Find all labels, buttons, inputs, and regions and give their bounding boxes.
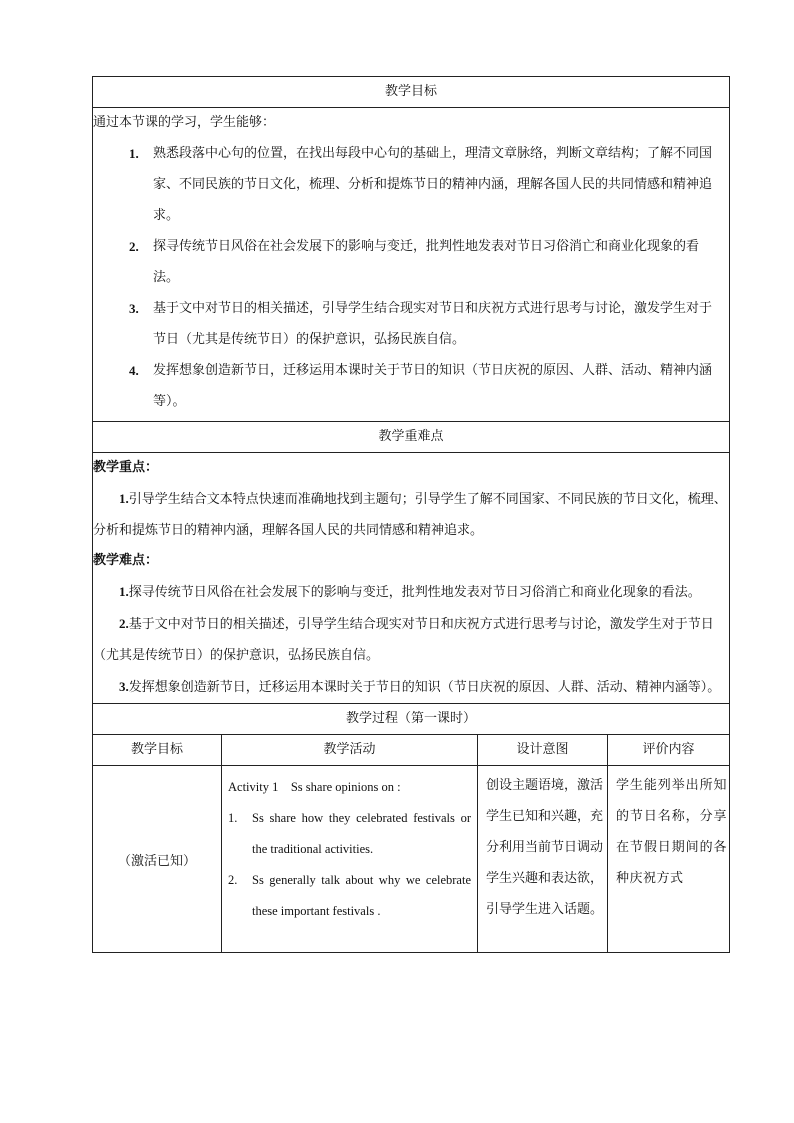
objective-text: 熟悉段落中心句的位置，在找出每段中心句的基础上，理清文章脉络，判断文章结构；了解不同国家、不同民族的节日文化，梳理、分析和提炼节日的精神内涵，理解各国人民的共同情感和精神追求。	[153, 146, 713, 223]
activity-item-text: Ss generally talk about why we celebrate these important festivals .	[252, 873, 471, 918]
objective-number: 2.	[129, 239, 139, 254]
column-header-activity: 教学活动	[222, 735, 478, 766]
column-header-evaluation: 评价内容	[608, 735, 730, 766]
difficult-point-item	[93, 608, 729, 671]
key-point-text: 引导学生结合文本特点快速而准确地找到主题句；引导学生了解不同国家、不同民族的节日文化，梳理、分析和提炼节日的精神内涵，理解各国人民的共同情感和精神追求。	[93, 492, 727, 538]
key-difficult-section	[93, 453, 730, 704]
activity-item-number: 2.	[228, 873, 238, 887]
difficult-point-number: 3.	[119, 679, 129, 694]
table-row	[93, 766, 730, 953]
objective-item	[93, 355, 723, 417]
objective-number: 1.	[129, 146, 139, 161]
key-point-item	[93, 483, 729, 546]
key-points-label: 教学重点：	[93, 460, 159, 475]
difficult-point-item	[93, 576, 729, 608]
activity-item-text: Ss share how they celebrated festivals or the traditional activities.	[252, 811, 471, 856]
objective-item	[93, 231, 723, 293]
key-point-number: 1.	[119, 491, 129, 506]
objective-text: 探寻传统节日风俗在社会发展下的影响与变迁，批判性地发表对节日习俗消亡和商业化现象的看法。	[153, 239, 700, 285]
objectives-header: 教学目标	[93, 77, 730, 108]
difficult-point-number: 1.	[119, 584, 129, 599]
activity-item	[228, 803, 471, 865]
row-goal-cell: （激活已知）	[93, 766, 222, 953]
objective-item	[93, 138, 723, 231]
objectives-intro: 通过本节课的学习，学生能够：	[93, 115, 276, 130]
lesson-plan-sheet	[92, 76, 729, 953]
difficult-point-number: 2.	[119, 616, 129, 631]
difficult-point-text: 基于文中对节日的相关描述，引导学生结合现实对节日和庆祝方式进行思考与讨论，激发学生对于节日（尤其是传统节日）的保护意识，弘扬民族自信。	[93, 617, 714, 663]
objective-text: 发挥想象创造新节日，迁移运用本课时关于节日的知识（节日庆祝的原因、人群、活动、精神内涵等）。	[153, 363, 713, 409]
objective-number: 3.	[129, 301, 139, 316]
row-evaluation-cell	[608, 766, 730, 953]
key-difficult-header: 教学重难点	[93, 422, 730, 453]
lesson-plan-table	[92, 76, 730, 953]
objective-item	[93, 293, 723, 355]
evaluation-text: 学生能列举出所知的节日名称，分享在节假日期间的各种庆祝方式	[616, 778, 728, 886]
activity-item-number: 1.	[228, 811, 238, 825]
objectives-list	[93, 138, 729, 421]
activity-title: Activity 1 Ss share opinions on :	[228, 780, 401, 794]
difficult-point-text: 发挥想象创造新节日，迁移运用本课时关于节日的知识（节日庆祝的原因、人群、活动、精神内涵等）。	[128, 680, 721, 695]
activity-item	[228, 865, 471, 927]
objectives-section	[93, 108, 730, 422]
process-header: 教学过程（第一课时）	[93, 704, 730, 735]
difficult-point-text: 探寻传统节日风俗在社会发展下的影响与变迁，批判性地发表对节日习俗消亡和商业化现象的看法。	[128, 585, 701, 600]
difficult-point-item	[93, 671, 729, 703]
column-header-goal: 教学目标	[93, 735, 222, 766]
column-header-design: 设计意图	[478, 735, 608, 766]
difficult-points-label: 教学难点：	[93, 553, 159, 568]
objective-number: 4.	[129, 363, 139, 378]
row-design-cell	[478, 766, 608, 953]
design-text: 创设主题语境，激活学生已知和兴趣，充分利用当前节日调动学生兴趣和表达欲，引导学生进入话题。	[486, 778, 604, 917]
objective-text: 基于文中对节日的相关描述，引导学生结合现实对节日和庆祝方式进行思考与讨论，激发学生对于节日（尤其是传统节日）的保护意识，弘扬民族自信。	[153, 301, 713, 347]
row-activity-cell	[222, 766, 478, 953]
